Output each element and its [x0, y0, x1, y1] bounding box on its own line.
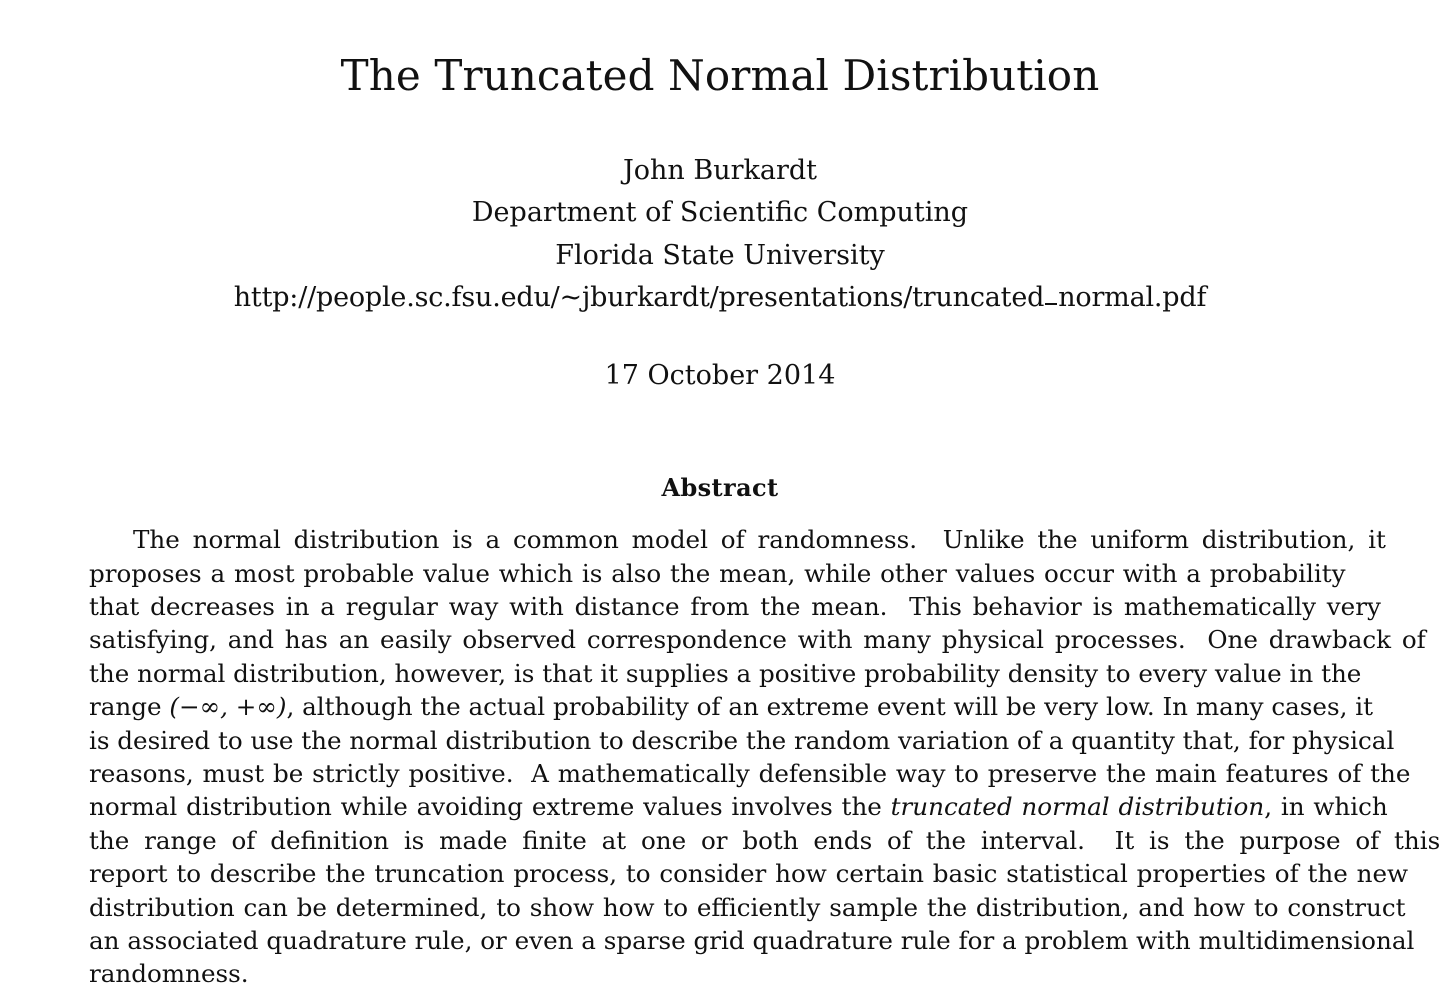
abstract-line: proposes a most probable value which is also the mean, while other values occur with a probability: [89, 558, 1346, 588]
publication-date: 17 October 2014: [604, 359, 836, 391]
author-url-part-2: normal.pdf: [1058, 281, 1207, 313]
abstract-line: satisfying, and has an easily observed correspondence with many physical processes. One drawback of: [89, 625, 1426, 655]
abstract-heading: Abstract: [661, 473, 779, 503]
abstract-line: normal distribution while avoiding extreme values involves the truncated normal distribution, in which: [89, 792, 1388, 822]
abstract-line: an associated quadrature rule, or even a sparse grid quadrature rule for a problem with multidimensional: [89, 926, 1415, 955]
author-url-part-1: http://people.sc.fsu.edu/~jburkardt/presentations/truncated: [233, 281, 1045, 313]
emphasis-phrase: truncated normal distribution: [890, 792, 1265, 822]
abstract-line: range (−∞, +∞), although the actual probability of an extreme event will be very low. In many cases, it: [89, 692, 1373, 722]
abstract-line: the range of definition is made finite at one or both ends of the interval. It is the purpose of this: [89, 825, 1440, 855]
abstract-line: distribution can be determined, to show how to efficiently sample the distribution, and how to construct: [89, 892, 1406, 922]
abstract-body: [89, 523, 1440, 991]
author-url[interactable]: [0, 277, 1440, 319]
abstract-line: reasons, must be strictly positive. A mathematically defensible way to preserve the main features of the: [89, 758, 1411, 788]
math-interval: (−∞, +∞): [169, 692, 287, 722]
abstract-line: is desired to use the normal distribution to describe the random variation of a quantity that, for physical: [89, 725, 1395, 755]
abstract-line: the normal distribution, however, is that it supplies a positive probability density to every value in the: [89, 658, 1362, 688]
author-block: [0, 150, 1440, 318]
abstract-line: that decreases in a regular way with distance from the mean. This behavior is mathematically very: [89, 591, 1381, 621]
author-department: Department of Scientific Computing: [471, 197, 969, 229]
abstract-line: The normal distribution is a common model of randomness. Unlike the uniform distribution, it: [133, 525, 1386, 555]
author-name: John Burkardt: [622, 155, 818, 187]
abstract-line: report to describe the truncation process, to consider how certain basic statistical properties of the new: [89, 859, 1409, 889]
page-title: The Truncated Normal Distribution: [340, 51, 1100, 100]
abstract-line: randomness.: [89, 959, 249, 989]
author-institution: Florida State University: [555, 239, 885, 271]
